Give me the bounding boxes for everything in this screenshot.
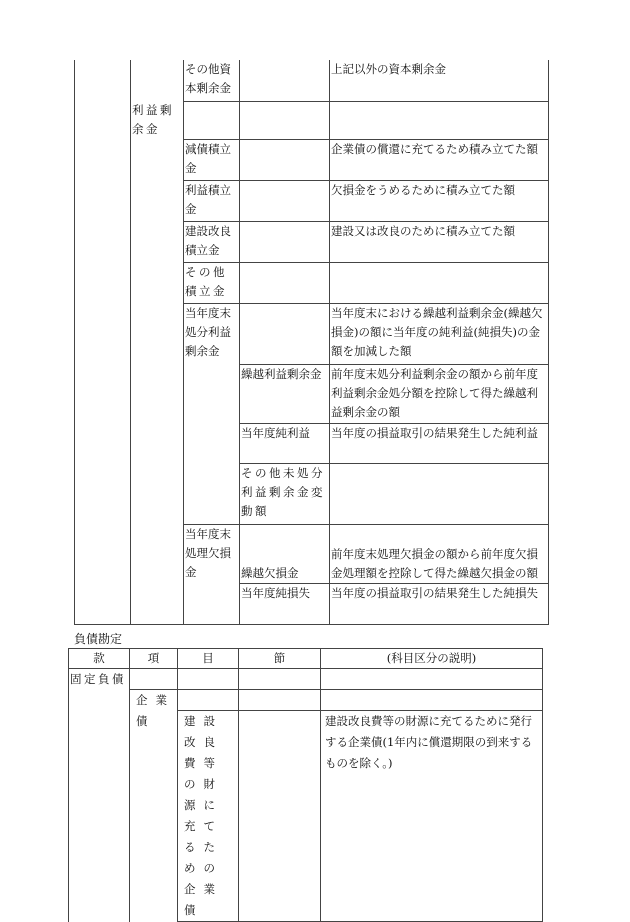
item-name: 当年度末処分利益剰余金 — [184, 303, 240, 364]
kan-fixed-liabilities: 固定負債 — [69, 669, 130, 922]
moku-item: 建設改良費等の財源に充てるための企業債 — [178, 711, 239, 922]
sub-item-name: その他未処分利益剰余金変動額 — [240, 463, 330, 524]
sub-item-name: 当年度純利益 — [240, 423, 330, 463]
item-name: 当年度末処理欠損金 — [184, 524, 240, 583]
sub-item-description: 前年度末処理欠損金の額から前年度欠損金処理額を控除して得た繰越欠損金の額 — [330, 524, 549, 583]
item-name: その他資本剰余金 — [184, 60, 240, 101]
header-moku: 目 — [178, 649, 239, 669]
sub-item-name: 繰越利益剰余金 — [240, 364, 330, 423]
item-description: 欠損金をうめるために積み立てた額 — [330, 180, 549, 221]
retained-earnings-label — [131, 101, 184, 139]
sub-item-name: 繰越欠損金 — [240, 524, 330, 583]
liability-account-table — [68, 648, 543, 922]
sub-item-description: 前年度末処分利益剰余金の額から前年度利益剰余金処分額を控除して得た繰越利益剰余金の額 — [330, 364, 549, 423]
sub-item-name: 当年度純損失 — [240, 583, 330, 624]
item-name: 減債積立金 — [184, 139, 240, 180]
section-title: 負債勘定 — [74, 632, 123, 646]
header-kan: 款 — [69, 649, 130, 669]
item-description: 企業債の償還に充てるため積み立てた額 — [330, 139, 549, 180]
item-name: 利益積立金 — [184, 180, 240, 221]
header-kou: 項 — [130, 649, 178, 669]
item-description: 建設改良費等の財源に充てるために発行する企業債(1年内に償還期限の到来するものを除く。) — [321, 711, 543, 922]
item-name: その他積立金 — [184, 262, 240, 303]
item-description: 建設又は改良のために積み立てた額 — [330, 221, 549, 262]
item-description: 上記以外の資本剰余金 — [330, 60, 549, 101]
header-description: (科目区分の説明) — [321, 649, 543, 669]
retained-earnings-text: 利益剰余金 — [132, 103, 174, 136]
kou-corporate-bonds: 企業債 — [130, 690, 178, 922]
sub-item-description: 当年度の損益取引の結果発生した純利益 — [330, 423, 549, 463]
item-description: 当年度末における繰越利益剰余金(繰越欠損金)の額に当年度の純利益(純損失)の金額を加減した額 — [330, 303, 549, 364]
sub-item-description: 当年度の損益取引の結果発生した純損失 — [330, 583, 549, 624]
header-setsu: 節 — [239, 649, 321, 669]
equity-account-table — [74, 60, 549, 625]
item-name: 建設改良積立金 — [184, 221, 240, 262]
